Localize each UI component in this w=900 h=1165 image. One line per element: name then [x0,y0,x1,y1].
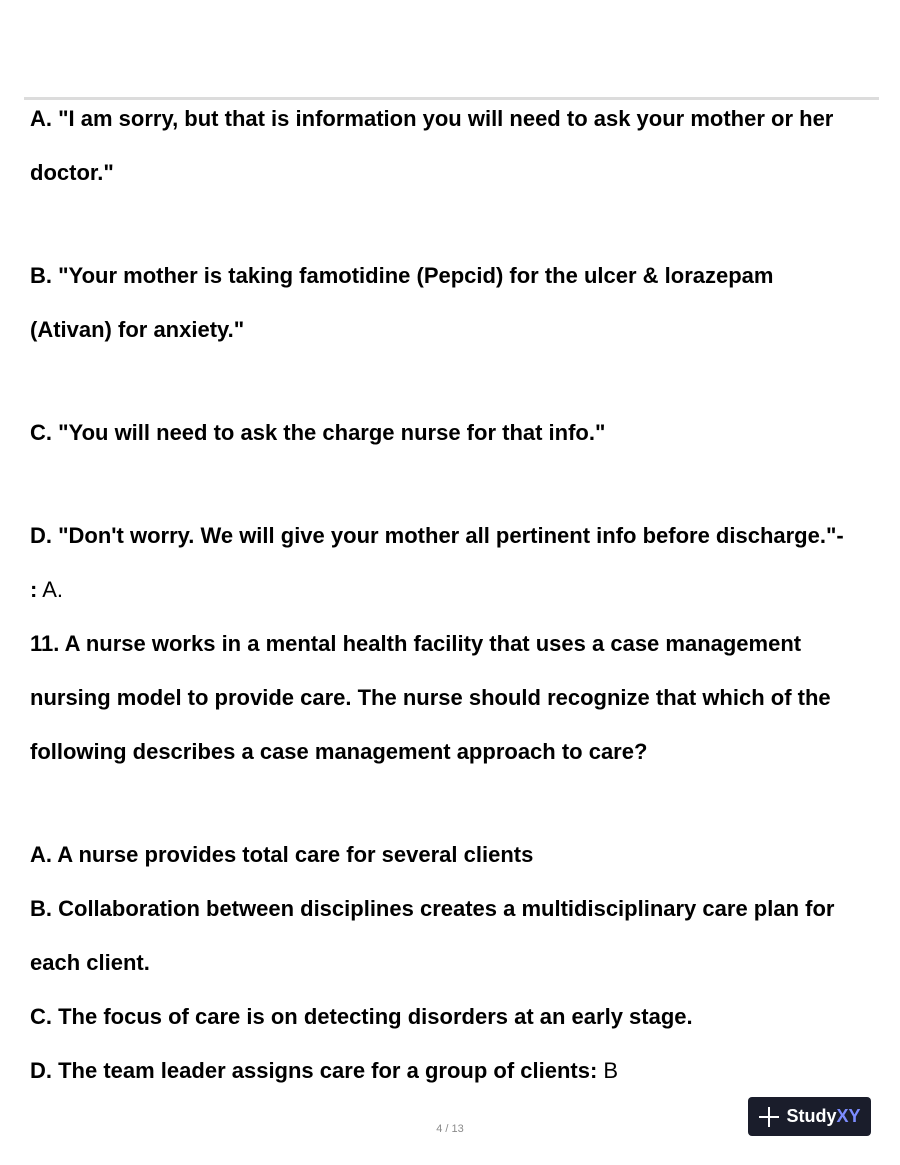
q10-option-b-line2: (Ativan) for anxiety." [30,317,245,342]
q10-option-a-line2: doctor." [30,160,114,185]
q11-question-line2: nursing model to provide care. The nurse should recognize that which of the [30,685,831,710]
badge-label-accent: XY [836,1106,861,1126]
q10-option-a-line1: A. "I am sorry, but that is information you will need to ask your mother or her [30,106,834,131]
page-indicator: 4 / 13 [436,1123,464,1135]
studyxy-badge[interactable] [748,1097,871,1136]
q11-question-line1: 11. A nurse works in a mental health facility that uses a case management [30,631,802,656]
q11-option-d-text: D. The team leader assigns care for a group of clients: [30,1058,598,1083]
badge-label [786,1106,860,1127]
q10-answer-value: A. [37,577,64,602]
q11-option-b-line1: B. Collaboration between disciplines creates a multidisciplinary care plan for [30,896,835,921]
q11-answer-value: B [597,1058,619,1083]
q10-option-b-line1: B. "Your mother is taking famotidine (Pepcid) for the ulcer & lorazepam [30,263,774,288]
q11-option-b-line2: each client. [30,950,150,975]
q10-answer [30,563,875,617]
q11-option-d [30,1044,875,1098]
q10-option-c: C. "You will need to ask the charge nurse for that info." [30,420,606,445]
q11-option-c: C. The focus of care is on detecting disorders at an early stage. [30,1004,693,1029]
q11-option-a: A. A nurse provides total care for several clients [30,842,534,867]
badge-label-main: Study [786,1106,837,1126]
q11-question-line3: following describes a case management approach to care? [30,739,648,764]
plus-icon [758,1106,780,1128]
q10-answer-prefix: : [30,577,38,602]
document-body [30,92,875,1098]
q10-option-d: D. "Don't worry. We will give your mother all pertinent info before discharge."- [30,523,844,548]
